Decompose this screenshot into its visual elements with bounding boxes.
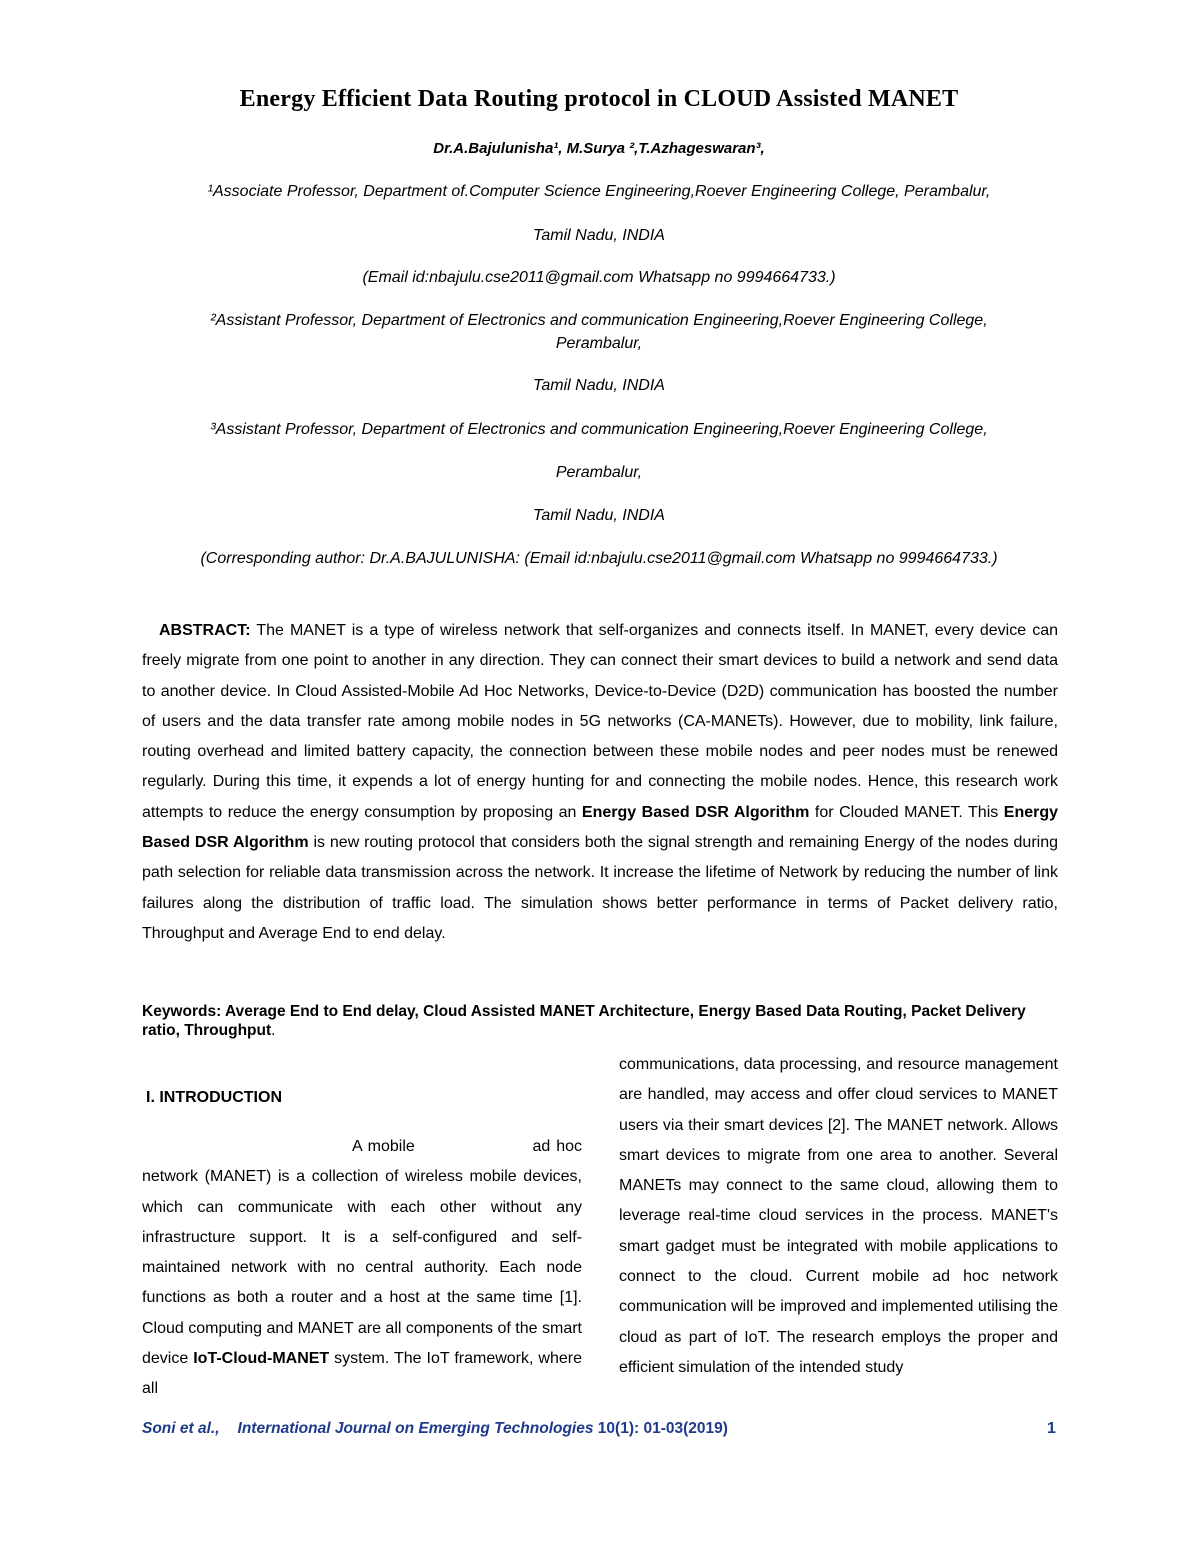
affiliation-1: ¹Associate Professor, Department of.Computer Science Engineering,Roever Engineering College, Perambalur, <box>207 183 991 200</box>
corresponding-author: (Corresponding author: Dr.A.BAJULUNISHA: (Email id:nbajulu.cse2011@gmail.com Whatsapp no 9994664733.) <box>200 550 998 567</box>
footer-volume: 10(1): 01-03(2019) <box>597 1420 728 1437</box>
intro-right-column: communications, data processing, and resource management are handled, may access and offer cloud services to MANET users via their smart devices [2]. The MANET network. Allows smart devices to migrate from one area to another. Several MANETs may connect to the same cloud, allowing them to leverage real-time cloud services in the process. MANET's smart gadget must be integrated with mobile applications to connect to the cloud. Current mobile ad hoc network communication will be improved and implemented utilising the cloud as part of IoT. The research employs the proper and efficient simulation of the intended study <box>619 1056 1058 1376</box>
paper-title: Energy Efficient Data Routing protocol in CLOUD Assisted MANET <box>239 86 959 112</box>
page-number: 1 <box>1047 1420 1056 1437</box>
intro-left-end: system. The IoT framework, where all <box>142 1350 583 1398</box>
affiliation-2-location: Tamil Nadu, INDIA <box>533 377 665 394</box>
intro-left-bold: IoT-Cloud-MANET <box>193 1350 330 1368</box>
page-footer <box>142 1420 728 1438</box>
keywords-text: Keywords: Average End to End delay, Cloud Assisted MANET Architecture, Energy Based Data Routing, Packet Delivery ratio, Throughput <box>142 1003 1026 1039</box>
author-list: Dr.A.Bajulunisha¹, M.Surya ²,T.Azhageswaran³, <box>433 140 765 157</box>
keywords-end: . <box>271 1022 276 1039</box>
abstract-text-2: for Clouded MANET. This <box>809 803 1004 821</box>
section-heading-introduction: I. INTRODUCTION <box>146 1089 282 1106</box>
keywords <box>142 1002 1058 1040</box>
abstract-bold-1: Energy Based DSR Algorithm <box>581 803 810 821</box>
affiliation-3-city: Perambalur, <box>555 464 643 481</box>
abstract-label: ABSTRACT: <box>159 622 251 639</box>
abstract-text-1: The MANET is a type of wireless network that self-organizes and connects itself. In MANET, every device can freely migrate from one point to another in any direction. They can connect their smart devices to build a network and send data to another device. In Cloud Assisted-Mobile Ad Hoc Networks, Device-to-Device (D2D) communication has boosted the number of users and the data transfer rate among mobile nodes in 5G networks (CA-MANETs). However, due to mobility, link failure, routing overhead and limited battery capacity, the connection between these mobile nodes and peer nodes must be renewed regularly. During this time, it expends a lot of energy hunting for and connecting the mobile nodes. Hence, this research work attempts to reduce the energy consumption by proposing an <box>142 622 1058 821</box>
affiliation-3-location: Tamil Nadu, INDIA <box>533 507 665 524</box>
intro-left-column <box>142 1132 582 1405</box>
abstract-text-3: is new routing protocol that considers both the signal strength and remaining Energy of the nodes during path selection for reliable data transmission across the network. It increase the lifetime of Network by reducing the number of link failures along the distribution of traffic load. The simulation shows better performance in terms of Packet delivery ratio, Throughput and Average End to end delay. <box>142 834 1058 942</box>
footer-authors: Soni et al., <box>142 1420 220 1437</box>
affiliation-2: ²Assistant Professor, Department of Electronics and communication Engineering,Roever Engineering College, <box>210 312 988 329</box>
abstract-bold-2: Energy Based DSR Algorithm <box>142 803 1059 852</box>
affiliation-1-contact: (Email id:nbajulu.cse2011@gmail.com Whatsapp no 9994664733.) <box>362 269 836 286</box>
affiliation-2-city: Perambalur, <box>555 335 643 352</box>
affiliation-1-location: Tamil Nadu, INDIA <box>533 227 665 244</box>
intro-left-start: A mobile ad <box>352 1138 551 1155</box>
intro-left-body: hoc network (MANET) is a collection of wireless mobile devices, which can communicate with each other without any infrastructure support. It is a self-configured and self-maintained network with no central authority. Each node functions as both a router and a host at the same time [1]. Cloud computing and MANET are all components of the smart device <box>142 1138 582 1368</box>
affiliation-3: ³Assistant Professor, Department of Electronics and communication Engineering,Roever Engineering College, <box>210 421 988 438</box>
abstract-paragraph <box>142 616 1058 949</box>
footer-journal: International Journal on Emerging Technologies <box>237 1420 594 1437</box>
